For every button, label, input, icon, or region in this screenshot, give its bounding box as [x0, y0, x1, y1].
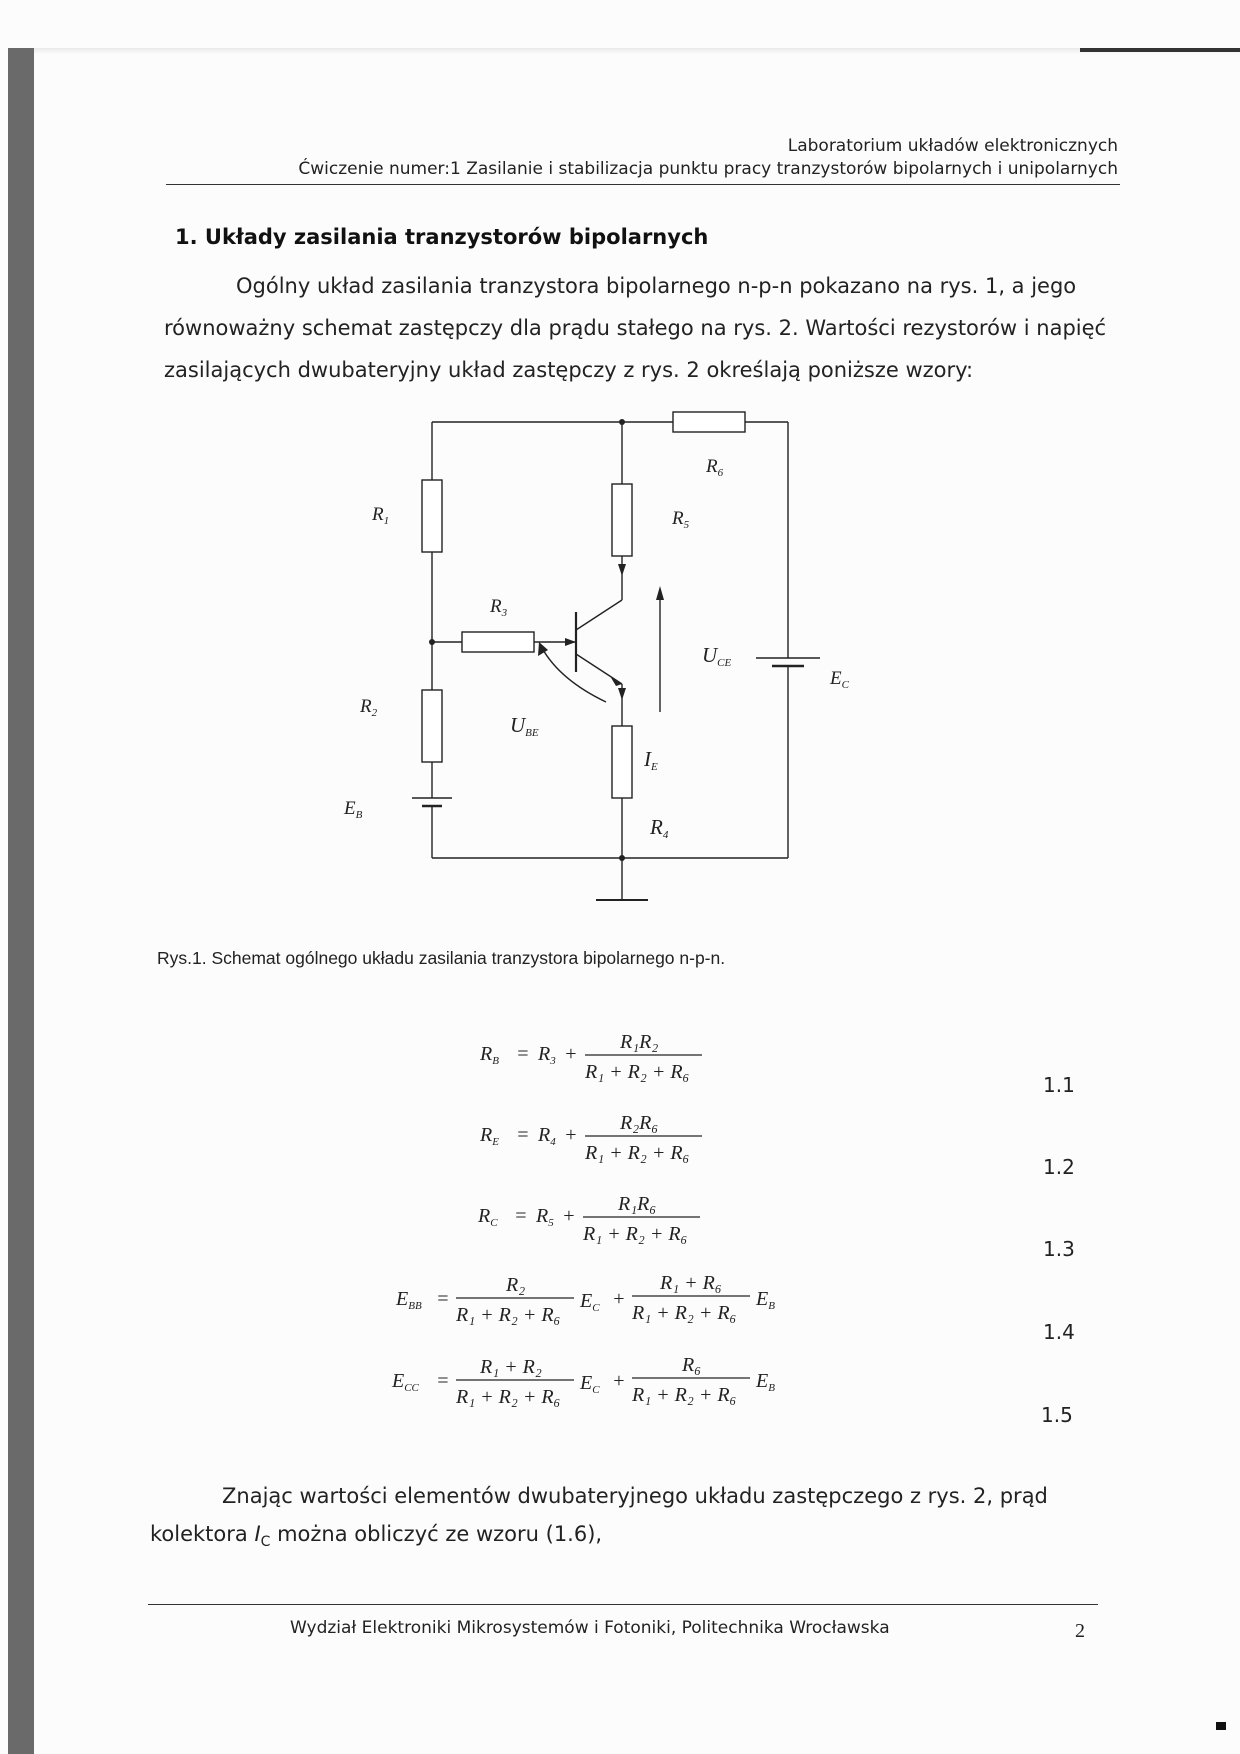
eq3-denominator: R₁ + R₂ + R₆ [583, 1223, 688, 1245]
intro-line-3: zasilających dwubateryjny układ zastępczy z rys. 2 określają poniższe wzory: [164, 358, 974, 382]
eq3-plus: + [562, 1205, 576, 1227]
eq4-lhs: $E_{BB}$ [396, 1288, 422, 1312]
scan-edge-mark [1080, 48, 1240, 52]
eq1-equals: = [516, 1043, 530, 1065]
eq3-numerator: R₁R₆ [618, 1193, 657, 1215]
ube-arrow-head [538, 642, 548, 656]
resistor-r6 [673, 412, 745, 432]
footer-institution: Wydział Elektroniki Mikrosystemów i Fotoniki, Politechnika Wrocławska [290, 1618, 890, 1638]
eq4-denominator-2: R₁ + R₂ + R₆ [632, 1302, 737, 1324]
label-r5: $R_5$ [672, 508, 690, 531]
eq2-term: $R_4$ [538, 1124, 556, 1148]
label-uce: UCE [702, 643, 732, 669]
label-ie: IE [644, 747, 658, 773]
eq3-equals: = [514, 1205, 528, 1227]
resistor-r3 [462, 632, 534, 652]
resistor-r2 [422, 690, 442, 762]
node-base-divider [429, 639, 435, 645]
figure-caption: Rys.1. Schemat ogólnego układu zasilania tranzystora bipolarnego n-p-n. [157, 948, 726, 968]
equations-block [380, 1020, 840, 1450]
eq1-numerator: R₁R₂ [620, 1031, 659, 1053]
eq5-numerator-1: R₁ + R₂ [480, 1356, 542, 1378]
scan-shadow-top [34, 48, 1240, 54]
label-ec: $E_C$ [830, 668, 849, 691]
equation-number-1-4: 1.4 [1043, 1320, 1075, 1344]
equation-number-1-1: 1.1 [1043, 1073, 1075, 1097]
footer-rule [148, 1604, 1098, 1605]
eq4-denominator-1: R₁ + R₂ + R₆ [456, 1304, 561, 1326]
eq5-equals: = [436, 1370, 450, 1392]
label-r1: $R_1$ [372, 504, 390, 527]
intro-line-2: równoważny schemat zastępczy dla prądu stałego na rys. 2. Wartości rezystorów i napięć [164, 316, 1107, 340]
eq4-equals: = [436, 1288, 450, 1310]
eq2-equals: = [516, 1124, 530, 1146]
intro-line-1: Ogólny układ zasilania tranzystora bipolarnego n-p-n pokazano na rys. 1, a jego [236, 274, 1077, 298]
equation-1-1 [479, 1031, 702, 1083]
node-top [619, 419, 625, 425]
eq2-denominator: R₁ + R₂ + R₆ [585, 1142, 690, 1164]
uce-arrow-head [656, 586, 664, 600]
eq5-end: $E_B$ [756, 1370, 775, 1394]
label-r6: $R_6$ [706, 456, 724, 479]
eq5-denominator-1: R₁ + R₂ + R₆ [456, 1386, 561, 1408]
node-bottom [619, 855, 625, 861]
eq3-term: $R_5$ [536, 1205, 554, 1229]
eq1-denominator: R₁ + R₂ + R₆ [585, 1061, 690, 1083]
eq4-numerator-1: R₂ [506, 1274, 526, 1296]
header-rule [166, 184, 1120, 185]
eq3-lhs: $R_C$ [478, 1205, 498, 1229]
equation-number-1-2: 1.2 [1043, 1155, 1075, 1179]
closing-line-2 [150, 1514, 602, 1562]
resistor-r5 [612, 484, 632, 556]
eq2-plus: + [564, 1124, 578, 1146]
equation-1-3 [477, 1193, 700, 1245]
eq5-lhs: $E_{CC}$ [392, 1370, 419, 1394]
collector-current-subscript: C [260, 1534, 271, 1551]
eq5-plus: + [612, 1370, 626, 1392]
resistor-r4 [612, 726, 632, 798]
label-r2: $R_2$ [360, 696, 378, 719]
eq5-denominator-2: R₁ + R₂ + R₆ [632, 1384, 737, 1406]
scan-shadow-left [8, 48, 34, 1754]
emitter-arrow-head [610, 676, 622, 686]
label-ube: UBE [510, 713, 539, 739]
label-eb: $E_B$ [344, 798, 363, 821]
eq5-numerator-2: R₆ [682, 1354, 702, 1376]
resistor-r1 [422, 480, 442, 552]
eq4-end: $E_B$ [756, 1288, 775, 1312]
eq4-numerator-2: R₁ + R₆ [660, 1272, 722, 1294]
collector-current-symbol: I [254, 1522, 261, 1546]
collector-current-arrow [618, 564, 626, 576]
ube-arrow-curve [542, 648, 606, 702]
eq1-lhs: $R_B$ [480, 1043, 499, 1067]
equation-1-4 [395, 1272, 775, 1326]
eq1-plus: + [564, 1043, 578, 1065]
closing-text-post: można obliczyć ze wzoru (1.6), [270, 1522, 603, 1546]
equation-1-2 [479, 1112, 702, 1164]
eq2-numerator: R₂R₆ [620, 1112, 659, 1134]
eq2-lhs: $R_E$ [480, 1124, 499, 1148]
eq1-term: $R_3$ [538, 1043, 556, 1067]
section-heading: 1. Układy zasilania tranzystorów bipolarnych [175, 225, 709, 249]
header-lab-title: Laboratorium układów elektronicznych [787, 136, 1118, 156]
scan-corner-mark [1216, 1722, 1226, 1730]
base-arrow-head [565, 638, 576, 646]
circuit-schematic [320, 400, 880, 920]
page-number: 2 [1075, 1620, 1085, 1642]
closing-text-pre: kolektora [150, 1522, 255, 1546]
header-exercise-title: Ćwiczenie numer:1 Zasilanie i stabilizacja punktu pracy tranzystorów bipolarnych i unipolarnych [298, 159, 1118, 179]
eq5-mid: $E_C$ [580, 1372, 600, 1396]
label-r3: $R_3$ [490, 596, 508, 619]
equation-1-5 [391, 1354, 775, 1408]
equation-number-1-3: 1.3 [1043, 1237, 1075, 1261]
transistor-collector-lead [576, 600, 622, 630]
closing-line-1: Znając wartości elementów dwubateryjnego układu zastępczego z rys. 2, prąd [222, 1484, 1048, 1508]
eq4-mid: $E_C$ [580, 1290, 600, 1314]
equation-number-1-5: 1.5 [1041, 1403, 1073, 1427]
eq4-plus: + [612, 1288, 626, 1310]
label-r4: R4 [650, 815, 669, 841]
emitter-current-arrow [618, 688, 626, 700]
